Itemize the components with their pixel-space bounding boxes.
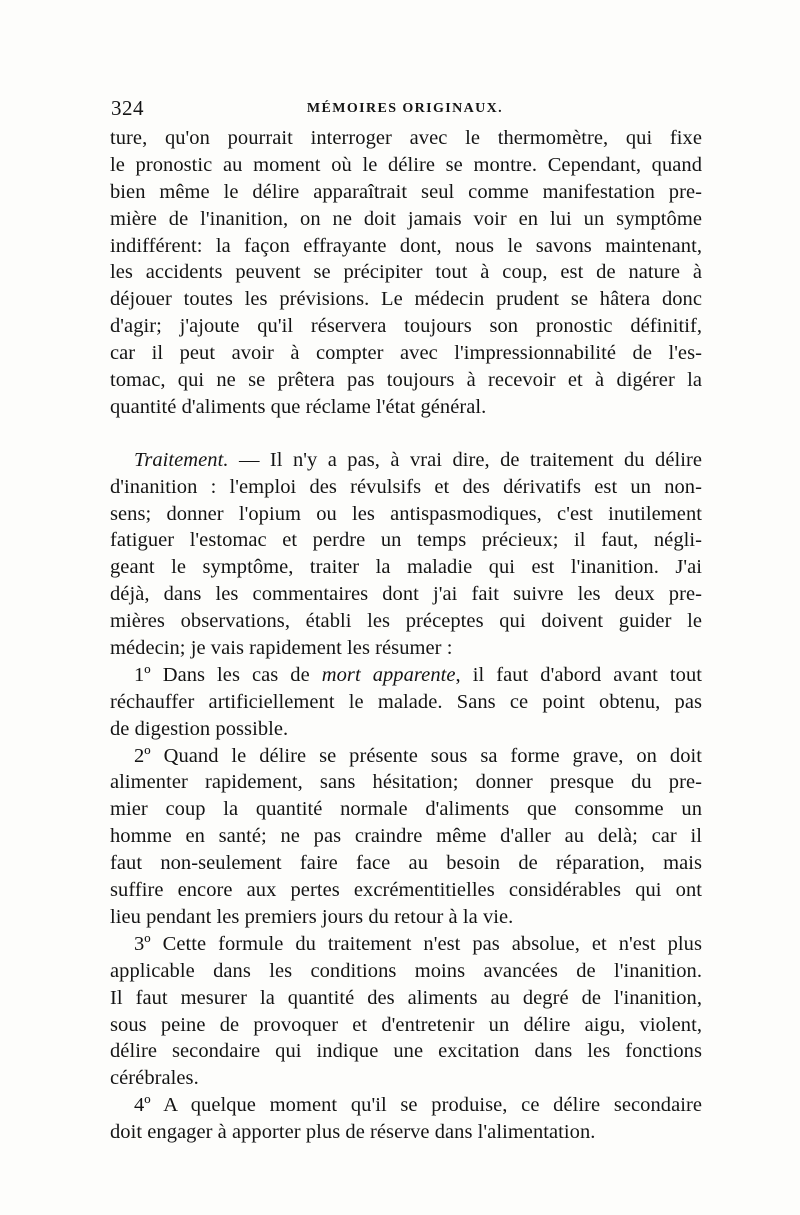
text-line: geant le symptôme, traiter la maladie qui est l'inanition. J'ai — [110, 556, 702, 579]
emphasis-text: mort apparente — [321, 663, 456, 686]
page-number: 324 — [111, 96, 144, 120]
text-line: 3º Cette formule du traitement n'est pas absolue, et n'est plus — [134, 932, 702, 955]
text-run: 1º Dans les cas de — [134, 663, 322, 686]
text-line: lieu pendant les premiers jours du retour à la vie. — [110, 905, 514, 928]
text-line: alimenter rapidement, sans hésitation; donner presque du pre- — [110, 771, 702, 794]
text-line: ture, qu'on pourrait interroger avec le thermomètre, qui fixe — [110, 127, 702, 149]
list-item-4 — [110, 1092, 702, 1146]
paragraph-treatment — [110, 447, 702, 662]
text-line: 4º A quelque moment qu'il se produise, ce délire secondaire — [134, 1094, 702, 1117]
text-line: Il faut mesurer la quantité des aliments au degré de l'inanition, — [110, 986, 702, 1009]
text-line: mières observations, établi les préceptes qui doivent guider le — [110, 610, 702, 633]
text-line: déjouer toutes les prévisions. Le médecin prudent se hâtera donc — [110, 288, 702, 311]
running-title: MÉMOIRES ORIGINAUX. — [306, 101, 504, 116]
section-gap — [110, 421, 702, 447]
text-line: doit engager à apporter plus de réserve dans l'alimentation. — [110, 1121, 596, 1144]
text-line: mier coup la quantité normale d'aliments que consomme un — [110, 798, 702, 821]
text-line: suffire encore aux pertes excrémentitielles considérables qui ont — [110, 879, 702, 902]
text-line: applicable dans les conditions moins avancées de l'inanition. — [110, 959, 702, 982]
text-line — [110, 447, 702, 474]
text-line: le pronostic au moment où le délire se montre. Cependant, quand — [110, 153, 702, 176]
list-item-1 — [110, 662, 702, 743]
text-run: , il faut d'abord avant tout — [455, 663, 702, 686]
running-head — [108, 96, 702, 126]
text-line: sous peine de provoquer et d'entretenir un délire aigu, violent, — [110, 1013, 702, 1036]
body-text — [110, 125, 702, 1146]
paragraph-prognosis — [110, 125, 702, 421]
text-line: d'inanition : l'emploi des révulsifs et des dérivatifs est un non- — [110, 475, 702, 498]
text-line: faut non-seulement faire face au besoin de réparation, mais — [110, 852, 702, 875]
text-line: quantité d'aliments que réclame l'état général. — [110, 395, 487, 418]
text-line: fatiguer l'estomac et perdre un temps précieux; il faut, négli- — [110, 529, 702, 552]
text-line: déjà, dans les commentaires dont j'ai fait suivre les deux pre- — [110, 583, 702, 606]
text-line: tomac, qui ne se prêtera pas toujours à recevoir et à digérer la — [110, 369, 702, 392]
text-line: de digestion possible. — [110, 717, 289, 740]
section-heading: Traitement. — [134, 448, 229, 471]
text-run: — Il n'y a pas, à vrai dire, de traitement du délire — [228, 448, 702, 471]
text-line: sens; donner l'opium ou les antispasmodiques, c'est inutilement — [110, 502, 702, 525]
list-item-2 — [110, 743, 702, 931]
text-line: réchauffer artificiellement le malade. Sans ce point obtenu, pas — [110, 690, 702, 713]
text-line: d'agir; j'ajoute qu'il réservera toujours son pronostic définitif, — [110, 315, 702, 338]
text-line: indifférent: la façon effrayante dont, nous le savons maintenant, — [110, 234, 702, 257]
text-line: médecin; je vais rapidement les résumer : — [110, 637, 453, 660]
text-line — [110, 662, 702, 689]
text-line: les accidents peuvent se précipiter tout à coup, est de nature à — [110, 261, 702, 284]
text-line: bien même le délire apparaîtrait seul comme manifestation pre- — [110, 180, 702, 203]
list-item-3 — [110, 931, 702, 1092]
text-line: car il peut avoir à compter avec l'impressionnabilité de l'es- — [110, 342, 702, 365]
text-line: homme en santé; ne pas craindre même d'aller au delà; car il — [110, 825, 702, 848]
text-line: délire secondaire qui indique une excitation dans les fonctions — [110, 1040, 702, 1063]
text-line: 2º Quand le délire se présente sous sa forme grave, on doit — [134, 744, 702, 767]
text-line: cérébrales. — [110, 1067, 199, 1090]
text-line: mière de l'inanition, on ne doit jamais voir en lui un symptôme — [110, 207, 702, 230]
